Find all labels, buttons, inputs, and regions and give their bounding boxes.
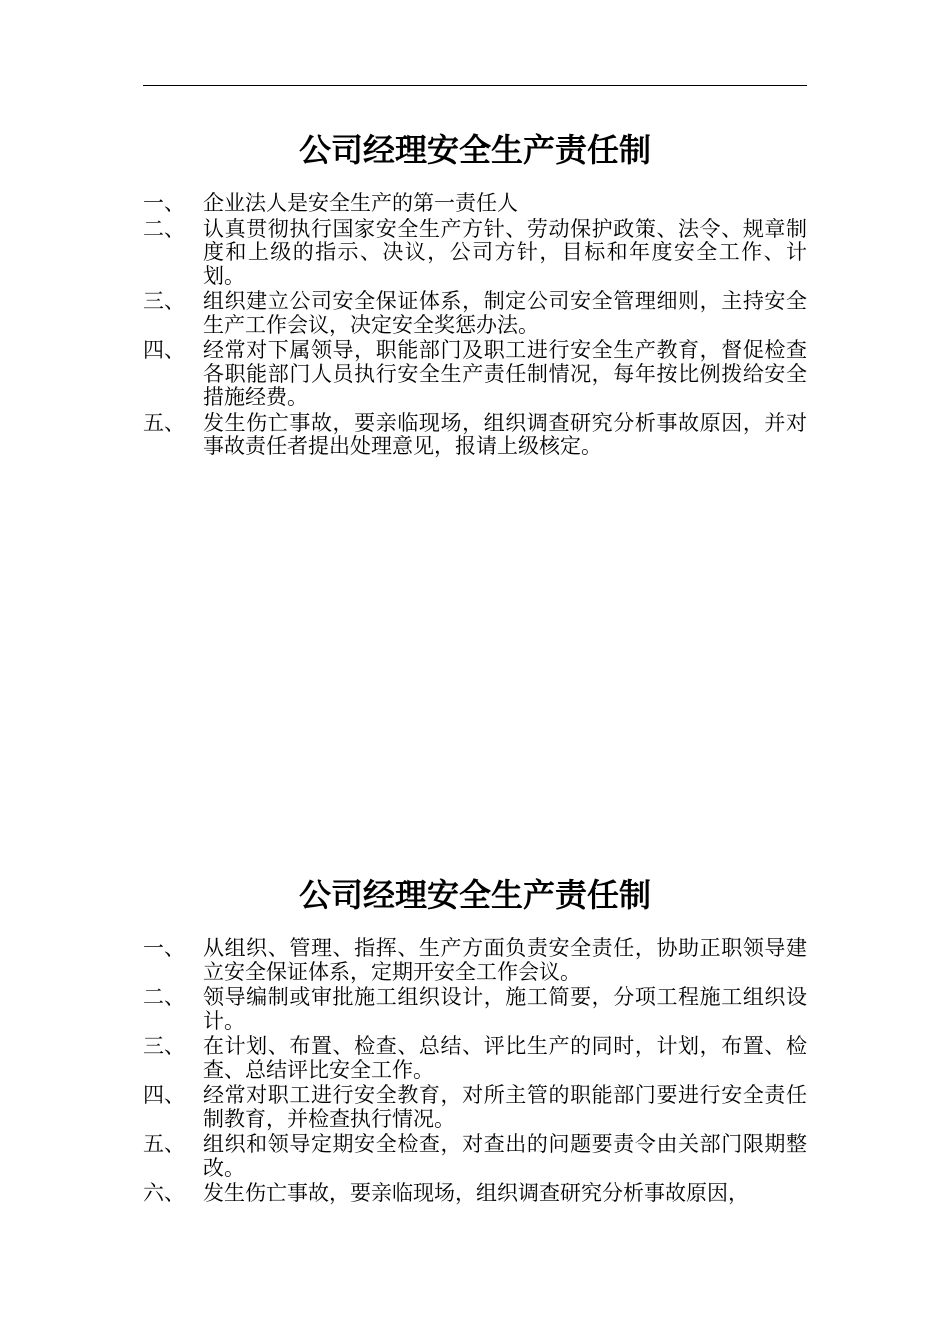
item-number: 一、 — [143, 191, 185, 215]
item-number: 二、 — [143, 985, 185, 1009]
item-text: 组织建立公司安全保证体系，制定公司安全管理细则，主持安全生产工作会议，决定安全奖惩办法。 — [203, 289, 807, 337]
responsibility-list — [143, 192, 807, 459]
section-title: 公司经理安全生产责任制 — [298, 131, 651, 169]
item-number: 三、 — [143, 289, 185, 313]
item-number: 二、 — [143, 216, 185, 241]
section-title: 公司经理安全生产责任制 — [298, 876, 651, 914]
list-item — [143, 1182, 807, 1206]
list-item — [143, 218, 807, 289]
item-text: 发生伤亡事故，要亲临现场，组织调查研究分析事故原因， — [203, 1181, 749, 1205]
list-item — [143, 1035, 807, 1082]
section-1 — [143, 128, 807, 461]
item-number: 四、 — [143, 1083, 185, 1107]
item-number: 六、 — [143, 1181, 185, 1205]
item-number: 四、 — [143, 338, 185, 362]
item-number: 五、 — [143, 1132, 185, 1156]
list-item — [143, 412, 807, 459]
item-text: 企业法人是安全生产的第一责任人 — [203, 191, 518, 215]
list-item — [143, 986, 807, 1033]
list-item — [143, 192, 807, 216]
section-2 — [143, 873, 807, 1208]
item-number: 一、 — [143, 936, 185, 960]
item-text: 组织和领导定期安全检查，对查出的问题要责令由关部门限期整改。 — [203, 1132, 807, 1180]
list-item — [143, 1084, 807, 1131]
item-text: 在计划、布置、检查、总结、评比生产的同时，计划，布置、检查、总结评比安全工作。 — [203, 1034, 807, 1082]
list-item — [143, 937, 807, 984]
item-text: 经常对下属领导，职能部门及职工进行安全生产教育，督促检查各职能部门人员执行安全生产责任制情况，每年按比例拨给安全措施经费。 — [203, 338, 807, 409]
item-number: 三、 — [143, 1034, 185, 1058]
item-text: 发生伤亡事故，要亲临现场，组织调查研究分析事故原因，并对事故责任者提出处理意见，报请上级核定。 — [203, 410, 807, 458]
item-text: 经常对职工进行安全教育，对所主管的职能部门要进行安全责任制教育，并检查执行情况。 — [203, 1083, 807, 1131]
item-text: 认真贯彻执行国家安全生产方针、劳动保护政策、法令、规章制度和上级的指示、决议，公司方针，目标和年度安全工作、计划。 — [203, 216, 807, 288]
responsibility-list — [143, 937, 807, 1206]
item-number: 五、 — [143, 410, 185, 435]
item-text: 领导编制或审批施工组织设计，施工简要，分项工程施工组织设计。 — [203, 985, 807, 1033]
item-text: 从组织、管理、指挥、生产方面负责安全责任，协助正职领导建立安全保证体系，定期开安全工作会议。 — [203, 936, 807, 984]
list-item — [143, 1133, 807, 1180]
list-item — [143, 339, 807, 410]
header-rule — [143, 85, 807, 86]
list-item — [143, 290, 807, 337]
